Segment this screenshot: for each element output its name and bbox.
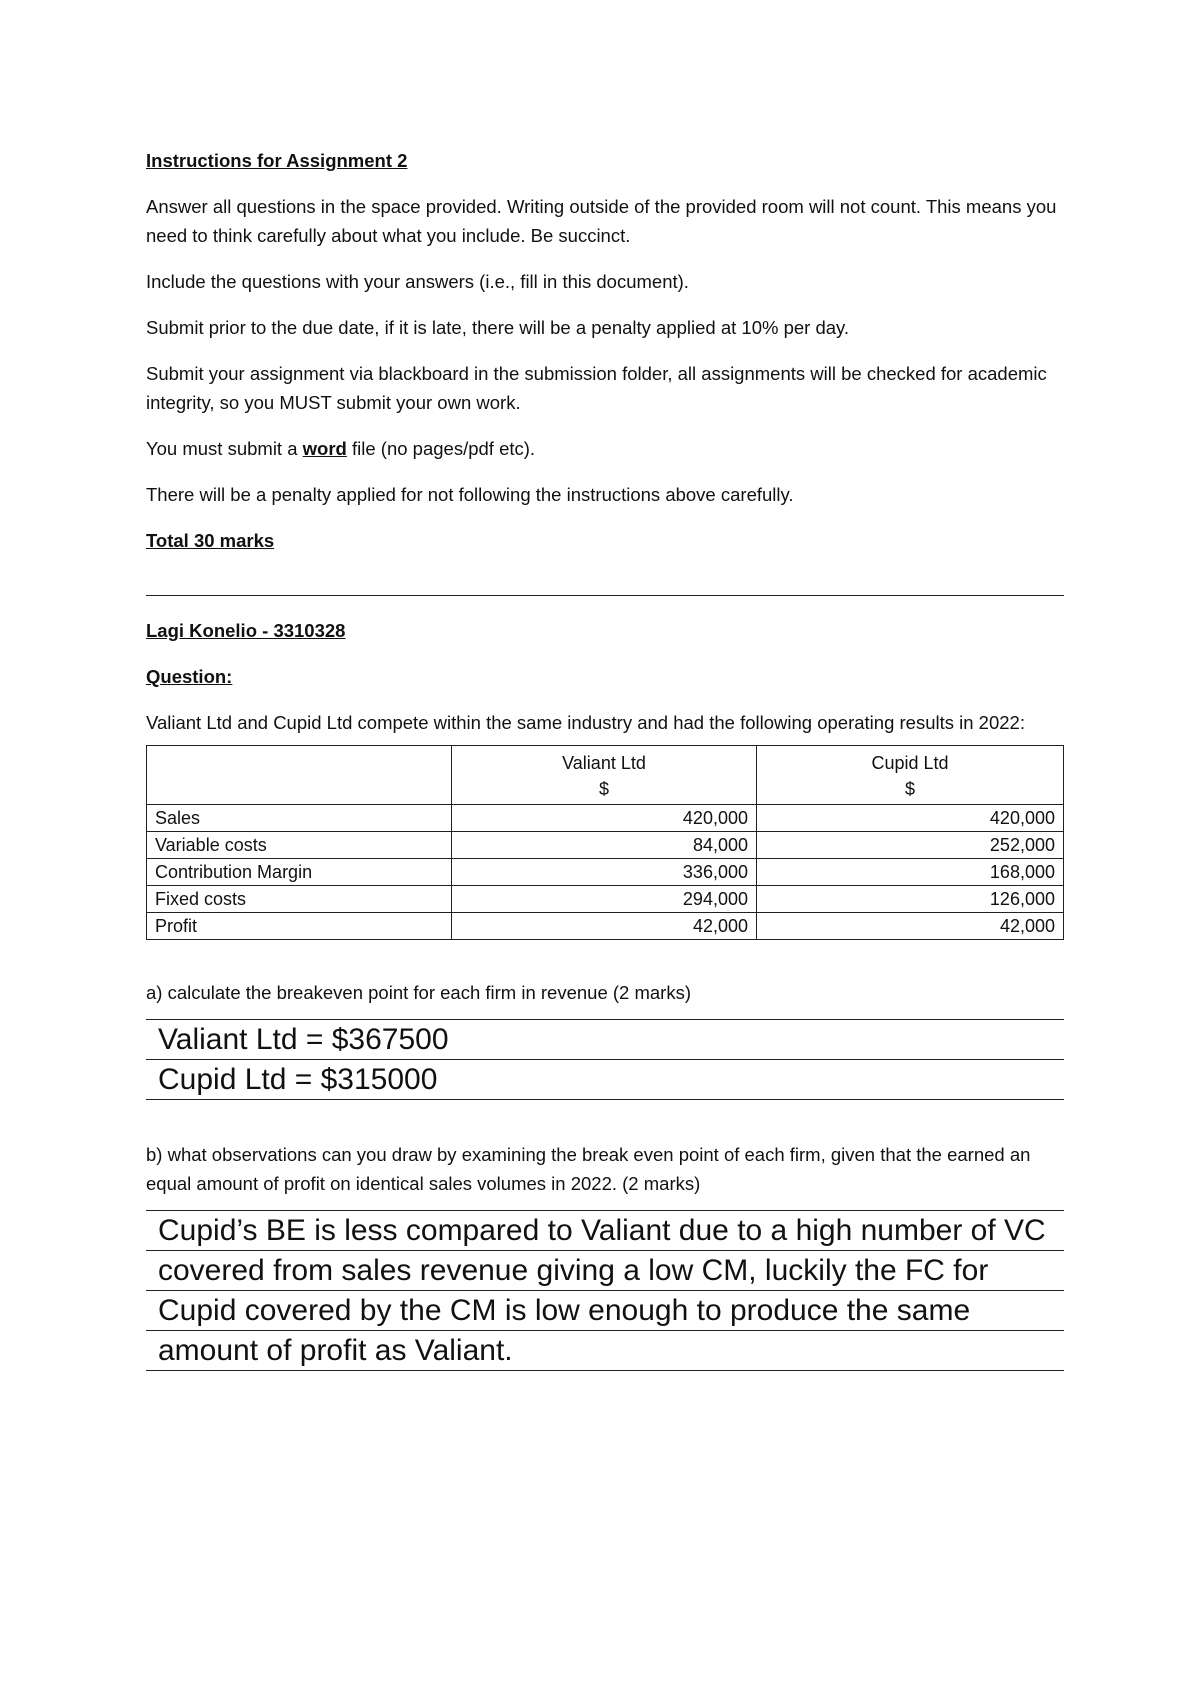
table-row xyxy=(147,832,1064,859)
instructions-title: Instructions for Assignment 2 xyxy=(146,150,408,171)
table-header-row xyxy=(147,746,1064,805)
instructions-paragraph-4: Submit your assignment via blackboard in the submission folder, all assignments will be checked for academic integrity, so you MUST submit your own work. xyxy=(146,363,1047,413)
row-valiant-value: 294,000 xyxy=(452,886,757,913)
row-valiant-value: 84,000 xyxy=(452,832,757,859)
table-row xyxy=(147,805,1064,832)
row-valiant-value: 42,000 xyxy=(452,913,757,940)
header-valiant-name: Valiant Ltd xyxy=(562,753,646,773)
student-name: Lagi Konelio - 3310328 xyxy=(146,620,346,641)
part-b-answer-box[interactable] xyxy=(146,1210,1064,1371)
row-label: Variable costs xyxy=(147,832,452,859)
part-a-answer-box[interactable] xyxy=(146,1019,1064,1100)
table-row xyxy=(147,859,1064,886)
part-b-question: b) what observations can you draw by examining the break even point of each firm, given that the earned an equal amount of profit on identical sales volumes in 2022. (2 marks) xyxy=(146,1144,1031,1194)
para5-before: You must submit a xyxy=(146,438,303,459)
row-cupid-value: 420,000 xyxy=(757,805,1064,832)
question-heading: Question: xyxy=(146,666,233,687)
row-label: Contribution Margin xyxy=(147,859,452,886)
table-row xyxy=(147,886,1064,913)
header-cupid-unit: $ xyxy=(904,779,915,799)
answer-line: Valiant Ltd = $367500 xyxy=(146,1020,1064,1060)
para5-after: file (no pages/pdf etc). xyxy=(346,438,536,459)
table-header-blank xyxy=(147,746,452,805)
instructions-paragraph-2: Include the questions with your answers (i.e., fill in this document). xyxy=(146,271,689,292)
row-cupid-value: 252,000 xyxy=(757,832,1064,859)
instructions-paragraph-5 xyxy=(146,434,1064,463)
row-cupid-value: 42,000 xyxy=(757,913,1064,940)
row-cupid-value: 126,000 xyxy=(757,886,1064,913)
table-header-valiant xyxy=(452,746,757,805)
table-header-cupid xyxy=(757,746,1064,805)
row-label: Profit xyxy=(147,913,452,940)
row-valiant-value: 420,000 xyxy=(452,805,757,832)
document-page xyxy=(146,146,1064,1371)
part-a-question: a) calculate the breakeven point for each firm in revenue (2 marks) xyxy=(146,982,691,1003)
instructions-paragraph-6: There will be a penalty applied for not following the instructions above carefully. xyxy=(146,484,794,505)
header-cupid-name: Cupid Ltd xyxy=(871,753,949,773)
row-valiant-value: 336,000 xyxy=(452,859,757,886)
instructions-paragraph-3: Submit prior to the due date, if it is late, there will be a penalty applied at 10% per day. xyxy=(146,317,850,338)
answer-line: Cupid Ltd = $315000 xyxy=(146,1060,1064,1100)
section-divider xyxy=(146,595,1064,596)
instructions-paragraph-1: Answer all questions in the space provided. Writing outside of the provided room will not count. This means you need to think carefully about what you include. Be succinct. xyxy=(146,196,1057,246)
question-intro: Valiant Ltd and Cupid Ltd compete within the same industry and had the following operating results in 2022: xyxy=(146,712,1025,733)
table-row xyxy=(147,913,1064,940)
answer-line: Cupid covered by the CM is low enough to produce the same xyxy=(146,1291,1064,1331)
header-valiant-unit: $ xyxy=(598,779,609,799)
answer-line: Cupid’s BE is less compared to Valiant due to a high number of VC xyxy=(146,1211,1064,1251)
row-label: Fixed costs xyxy=(147,886,452,913)
operating-results-table xyxy=(146,745,1064,940)
total-marks: Total 30 marks xyxy=(146,530,275,551)
answer-line: covered from sales revenue giving a low CM, luckily the FC for xyxy=(146,1251,1064,1291)
answer-line: amount of profit as Valiant. xyxy=(146,1331,1064,1371)
row-cupid-value: 168,000 xyxy=(757,859,1064,886)
row-label: Sales xyxy=(147,805,452,832)
word-emphasis: word xyxy=(302,438,347,459)
